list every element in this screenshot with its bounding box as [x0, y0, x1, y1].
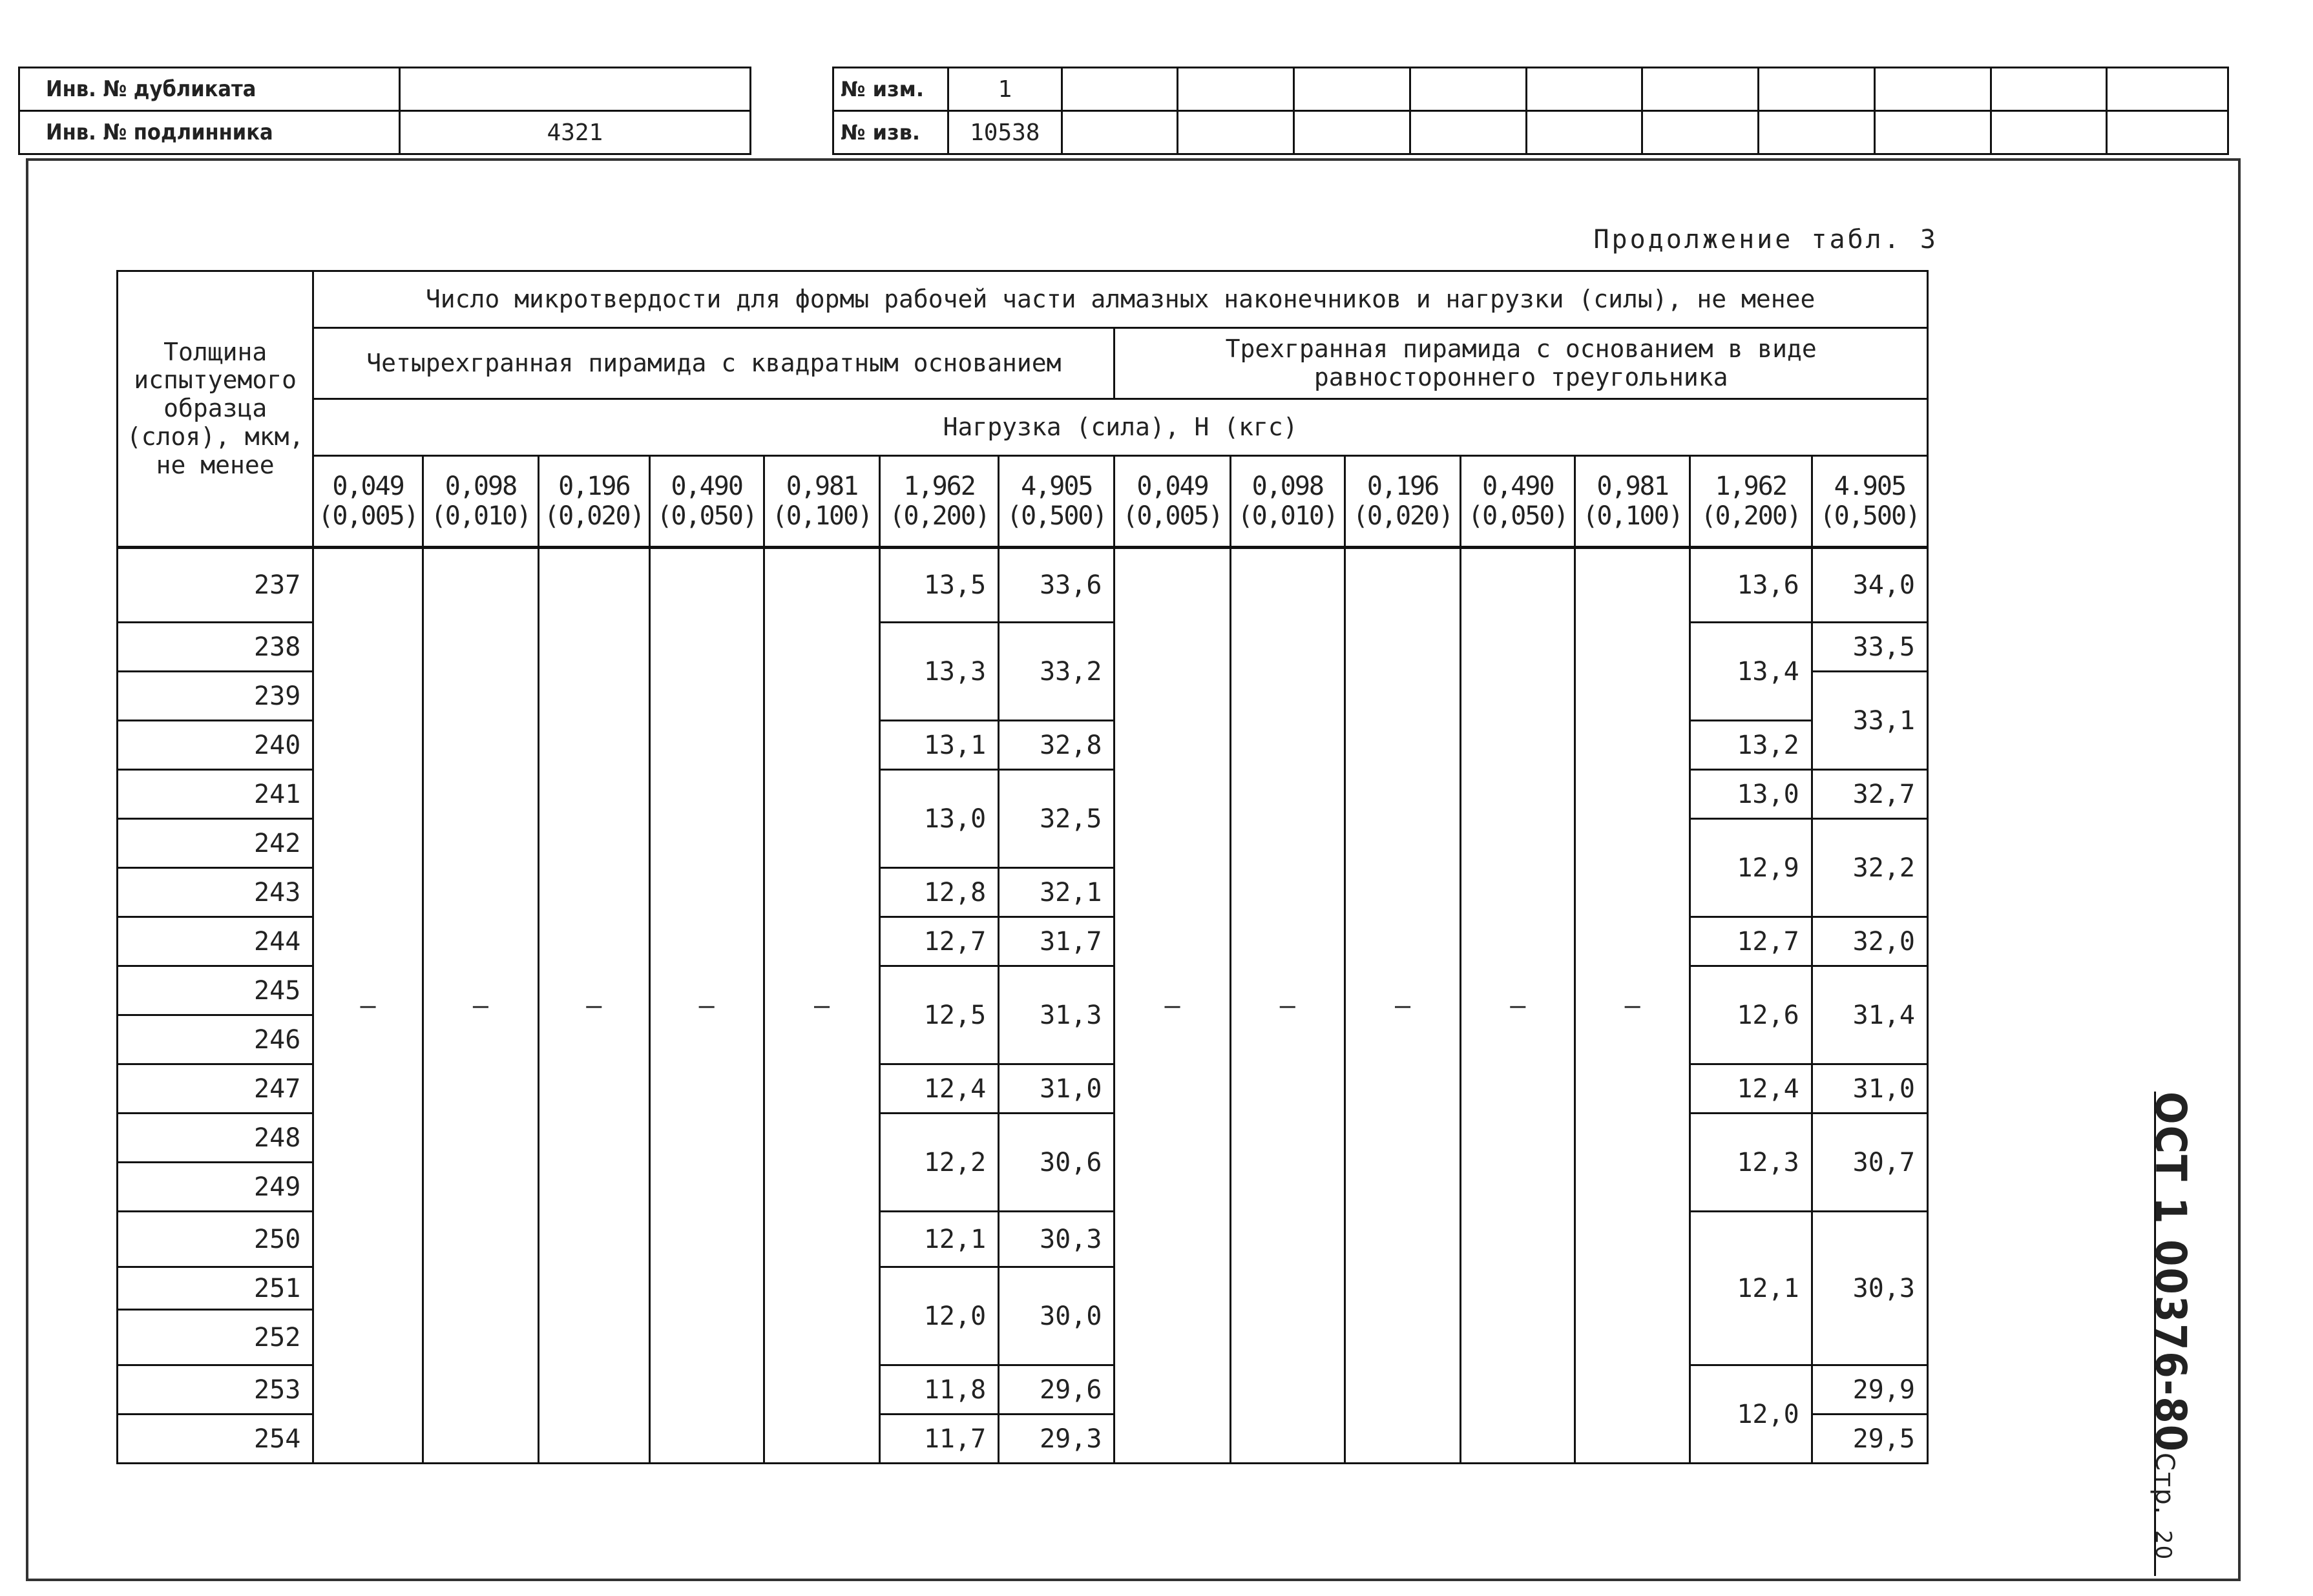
value-cell: 30,0 — [999, 1267, 1115, 1365]
thickness-cell: 249 — [118, 1163, 313, 1212]
load-values-row — [118, 456, 1928, 548]
value-cell: 13,1 — [880, 721, 999, 770]
original-inventory-label: Инв. № подлинника — [19, 111, 400, 154]
value-cell: 30,6 — [999, 1114, 1115, 1212]
value-cell: 12,4 — [1690, 1064, 1812, 1114]
dash-cell: – — [1345, 548, 1460, 1464]
load-cell — [1345, 456, 1460, 548]
thickness-cell: 237 — [118, 548, 313, 623]
value-cell: 13,4 — [1690, 623, 1812, 721]
value-cell: 31,0 — [999, 1064, 1115, 1114]
load-cell — [1812, 456, 1927, 548]
dash-cell: – — [1575, 548, 1690, 1464]
value-cell: 12,1 — [880, 1212, 999, 1267]
load-kgf: (0,050) — [1468, 501, 1568, 531]
value-cell: 13,5 — [880, 548, 999, 623]
dash-cell: – — [1461, 548, 1575, 1464]
thickness-cell: 238 — [118, 623, 313, 672]
thickness-cell: 246 — [118, 1015, 313, 1064]
triangular-pyramid-header: Трехгранная пирамида с основанием в виде равностороннего треугольника — [1115, 328, 1928, 399]
value-cell: 31,0 — [1812, 1064, 1927, 1114]
value-cell: 29,9 — [1812, 1365, 1927, 1415]
value-cell: 11,8 — [880, 1365, 999, 1415]
load-header: Нагрузка (сила), Н (кгс) — [313, 399, 1928, 456]
value-cell: 12,5 — [880, 966, 999, 1064]
value-cell: 12,4 — [880, 1064, 999, 1114]
change-number-value: 1 — [948, 68, 1062, 111]
value-cell: 34,0 — [1812, 548, 1927, 623]
load-newton: 4.905 — [1834, 472, 1906, 501]
load-newton: 0,490 — [671, 472, 742, 501]
original-inventory-value: 4321 — [399, 111, 750, 154]
table-continuation-caption: Продолжение табл. 3 — [1593, 225, 1938, 254]
value-cell: 31,3 — [999, 966, 1115, 1064]
thickness-cell: 254 — [118, 1415, 313, 1464]
value-cell: 31,4 — [1812, 966, 1927, 1064]
load-kgf: (0,500) — [1819, 501, 1920, 531]
value-cell: 13,3 — [880, 623, 999, 721]
value-cell: 32,1 — [999, 868, 1115, 917]
thickness-cell: 239 — [118, 672, 313, 721]
dash-cell: – — [1230, 548, 1345, 1464]
value-cell: 33,1 — [1812, 672, 1927, 770]
page-number: 20 — [2150, 1530, 2176, 1561]
load-kgf: (0,005) — [1122, 501, 1222, 531]
load-cell — [423, 456, 538, 548]
value-cell: 30,3 — [1812, 1212, 1927, 1365]
load-newton: 0,196 — [1366, 472, 1439, 501]
thickness-cell: 242 — [118, 819, 313, 868]
value-cell: 29,5 — [1812, 1415, 1927, 1464]
document-code-block — [2146, 1092, 2202, 1582]
load-kgf: (0,500) — [1007, 501, 1107, 531]
thickness-cell: 244 — [118, 917, 313, 966]
dash-cell: – — [1115, 548, 1230, 1464]
load-newton: 0,098 — [445, 472, 517, 501]
thickness-cell: 243 — [118, 868, 313, 917]
page-label: Стр. — [2150, 1453, 2179, 1516]
document-code: ОСТ 1 00376-80 — [2146, 1092, 2195, 1453]
load-newton: 0,981 — [786, 472, 858, 501]
thickness-cell: 251 — [118, 1267, 313, 1310]
value-cell: 13,0 — [880, 770, 999, 868]
load-kgf: (0,010) — [430, 501, 531, 531]
load-newton: 0,196 — [558, 472, 630, 501]
value-cell: 30,7 — [1812, 1114, 1927, 1212]
value-cell: 12,7 — [1690, 917, 1812, 966]
load-cell — [999, 456, 1115, 548]
load-kgf: (0,050) — [656, 501, 757, 531]
value-cell: 12,3 — [1690, 1114, 1812, 1212]
inventory-stamp — [18, 67, 751, 155]
value-cell: 32,2 — [1812, 819, 1927, 917]
thickness-cell: 247 — [118, 1064, 313, 1114]
dash-cell: – — [649, 548, 764, 1464]
value-cell: 12,0 — [1690, 1365, 1812, 1464]
square-pyramid-header: Четырехгранная пирамида с квадратным основанием — [313, 328, 1115, 399]
load-cell — [313, 456, 423, 548]
load-cell — [880, 456, 999, 548]
load-newton: 1,962 — [1715, 472, 1786, 501]
value-cell: 32,0 — [1812, 917, 1927, 966]
duplicate-inventory-label: Инв. № дубликата — [19, 68, 400, 111]
thickness-header: Толщина испытуемого образца (слоя), мкм, не менее — [118, 271, 313, 548]
load-kgf: (0,100) — [771, 501, 872, 531]
thickness-cell: 252 — [118, 1310, 313, 1365]
load-kgf: (0,010) — [1237, 501, 1338, 531]
microhardness-table — [116, 270, 1929, 1464]
thickness-cell: 253 — [118, 1365, 313, 1415]
notice-number-label: № изв. — [833, 111, 948, 154]
thickness-cell: 248 — [118, 1114, 313, 1163]
value-cell: 31,7 — [999, 917, 1115, 966]
dash-cell: – — [313, 548, 423, 1464]
load-kgf: (0,100) — [1582, 501, 1682, 531]
load-cell — [1115, 456, 1230, 548]
value-cell: 12,7 — [880, 917, 999, 966]
value-cell: 12,6 — [1690, 966, 1812, 1064]
value-cell: 33,2 — [999, 623, 1115, 721]
value-cell: 12,0 — [880, 1267, 999, 1365]
load-kgf: (0,005) — [318, 501, 418, 531]
duplicate-inventory-value — [399, 68, 750, 111]
load-newton: 0,490 — [1482, 472, 1554, 501]
load-newton: 0,098 — [1251, 472, 1323, 501]
value-cell: 12,2 — [880, 1114, 999, 1212]
value-cell: 11,7 — [880, 1415, 999, 1464]
load-cell — [1230, 456, 1345, 548]
value-cell: 13,2 — [1690, 721, 1812, 770]
thickness-cell: 240 — [118, 721, 313, 770]
value-cell: 12,9 — [1690, 819, 1812, 917]
load-cell — [539, 456, 650, 548]
load-newton: 0,049 — [1136, 472, 1208, 501]
load-cell — [649, 456, 764, 548]
load-newton: 0,049 — [332, 472, 404, 501]
thickness-cell: 250 — [118, 1212, 313, 1267]
load-cell — [1461, 456, 1575, 548]
table-main-header: Число микротвердости для формы рабочей части алмазных наконечников и нагрузки (силы), не менее — [313, 271, 1928, 328]
load-cell — [1690, 456, 1812, 548]
value-cell: 33,5 — [1812, 623, 1927, 672]
value-cell: 32,5 — [999, 770, 1115, 868]
load-kgf: (0,200) — [1701, 501, 1801, 531]
load-cell — [1575, 456, 1690, 548]
thickness-cell: 245 — [118, 966, 313, 1015]
load-cell — [764, 456, 879, 548]
change-stamp — [832, 67, 2229, 155]
load-kgf: (0,020) — [1352, 501, 1453, 531]
value-cell: 13,0 — [1690, 770, 1812, 819]
value-cell: 30,3 — [999, 1212, 1115, 1267]
notice-number-value: 10538 — [948, 111, 1062, 154]
value-cell: 33,6 — [999, 548, 1115, 623]
load-newton: 0,981 — [1596, 472, 1668, 501]
value-cell: 29,6 — [999, 1365, 1115, 1415]
load-kgf: (0,020) — [544, 501, 644, 531]
dash-cell: – — [764, 548, 879, 1464]
thickness-cell: 241 — [118, 770, 313, 819]
dash-cell: – — [423, 548, 538, 1464]
value-cell: 32,7 — [1812, 770, 1927, 819]
value-cell: 12,8 — [880, 868, 999, 917]
change-number-label: № изм. — [833, 68, 948, 111]
load-newton: 4,905 — [1021, 472, 1093, 501]
load-newton: 1,962 — [903, 472, 975, 501]
value-cell: 32,8 — [999, 721, 1115, 770]
value-cell: 13,6 — [1690, 548, 1812, 623]
value-cell: 29,3 — [999, 1415, 1115, 1464]
dash-cell: – — [539, 548, 650, 1464]
load-kgf: (0,200) — [889, 501, 989, 531]
value-cell: 12,1 — [1690, 1212, 1812, 1365]
